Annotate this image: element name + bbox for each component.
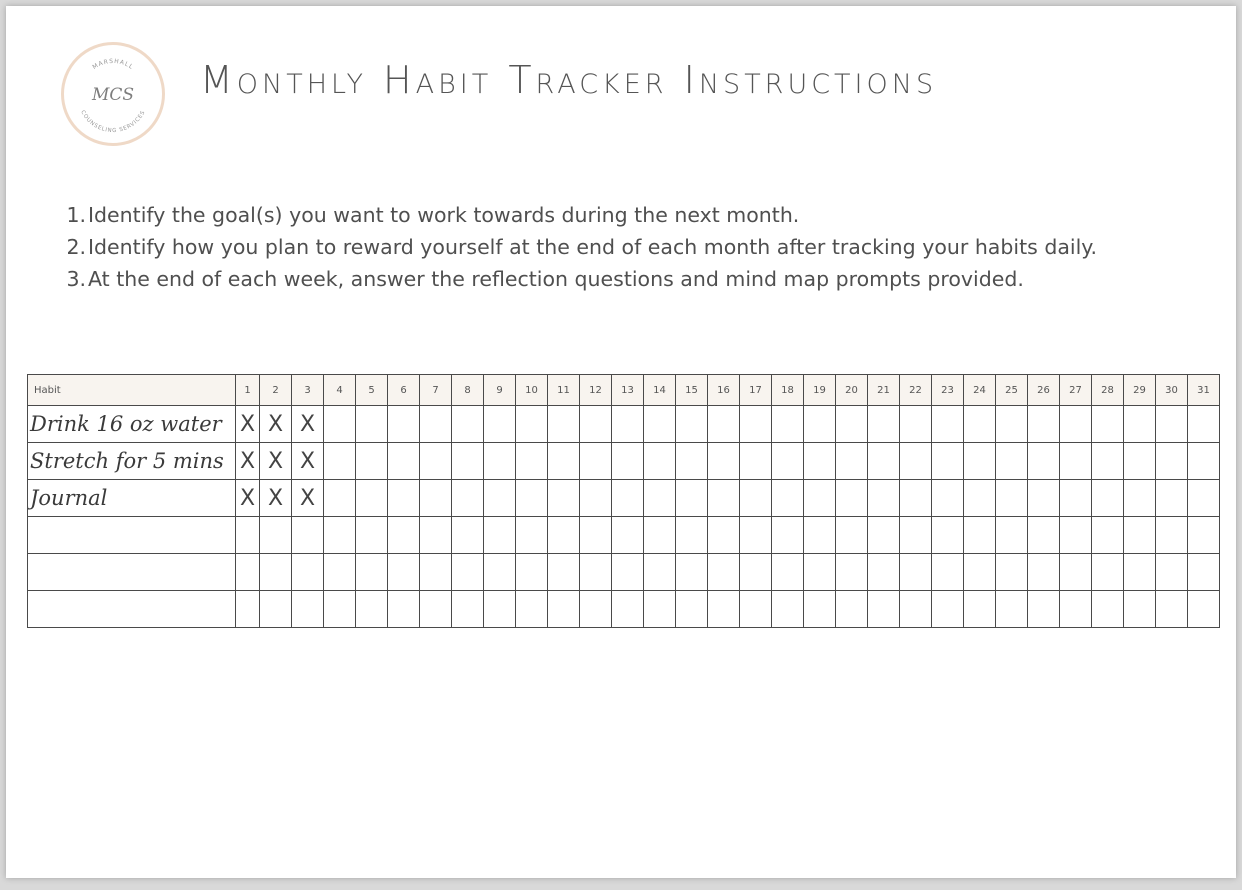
day-check-cell[interactable] (900, 443, 932, 480)
habit-row (28, 591, 1220, 628)
day-column-header: 9 (484, 375, 516, 406)
day-check-cell[interactable] (964, 554, 996, 591)
day-check-cell[interactable] (420, 480, 452, 517)
day-check-cell[interactable] (420, 591, 452, 628)
day-column-header: 15 (676, 375, 708, 406)
habit-row (28, 480, 1220, 517)
day-column-header: 22 (900, 375, 932, 406)
day-check-cell[interactable] (868, 591, 900, 628)
day-check-cell[interactable] (740, 480, 772, 517)
day-check-cell[interactable] (772, 517, 804, 554)
instructions-list (64, 199, 1097, 295)
day-check-cell[interactable] (516, 591, 548, 628)
day-check-cell[interactable] (932, 443, 964, 480)
day-check-cell[interactable]: X (292, 443, 324, 480)
day-check-cell[interactable] (964, 443, 996, 480)
day-check-cell[interactable]: X (292, 480, 324, 517)
day-check-cell[interactable] (388, 554, 420, 591)
day-check-cell[interactable] (1124, 591, 1156, 628)
day-check-cell[interactable] (932, 591, 964, 628)
day-check-cell[interactable] (452, 554, 484, 591)
day-check-cell[interactable] (996, 591, 1028, 628)
habit-name-cell[interactable] (28, 591, 236, 628)
day-check-cell[interactable] (1188, 443, 1220, 480)
day-check-cell[interactable] (772, 443, 804, 480)
day-check-cell[interactable] (676, 554, 708, 591)
day-check-cell[interactable] (516, 517, 548, 554)
day-check-cell[interactable] (484, 517, 516, 554)
day-check-cell[interactable] (868, 480, 900, 517)
instruction-text: Identify how you plan to reward yourself at the end of each month after tracking your habits daily. (88, 235, 1098, 259)
day-check-cell[interactable] (676, 517, 708, 554)
day-check-cell[interactable] (1092, 443, 1124, 480)
day-check-cell[interactable] (964, 591, 996, 628)
day-column-header: 31 (1188, 375, 1220, 406)
habit-row (28, 554, 1220, 591)
day-check-cell[interactable] (1188, 554, 1220, 591)
day-check-cell[interactable] (708, 406, 740, 443)
day-check-cell[interactable] (772, 406, 804, 443)
day-check-cell[interactable] (324, 406, 356, 443)
day-check-cell[interactable] (292, 517, 324, 554)
day-check-cell[interactable] (356, 443, 388, 480)
day-check-cell[interactable] (612, 406, 644, 443)
day-check-cell[interactable] (388, 517, 420, 554)
day-column-header: 14 (644, 375, 676, 406)
day-check-cell[interactable] (612, 480, 644, 517)
day-check-cell[interactable] (548, 517, 580, 554)
day-check-cell[interactable] (1028, 591, 1060, 628)
day-column-header: 10 (516, 375, 548, 406)
day-check-cell[interactable] (260, 591, 292, 628)
day-check-cell[interactable] (580, 480, 612, 517)
day-check-cell[interactable] (772, 554, 804, 591)
logo (61, 42, 165, 146)
day-column-header: 4 (324, 375, 356, 406)
habit-row (28, 406, 1220, 443)
instruction-item (64, 199, 1097, 231)
day-check-cell[interactable]: X (236, 443, 260, 480)
day-check-cell[interactable] (1092, 591, 1124, 628)
day-check-cell[interactable] (836, 443, 868, 480)
day-check-cell[interactable] (1092, 517, 1124, 554)
day-check-cell[interactable] (836, 591, 868, 628)
day-check-cell[interactable] (548, 591, 580, 628)
day-check-cell[interactable] (964, 406, 996, 443)
habit-row (28, 443, 1220, 480)
day-check-cell[interactable] (868, 443, 900, 480)
habit-name-cell[interactable] (28, 554, 236, 591)
day-column-header: 30 (1156, 375, 1188, 406)
day-check-cell[interactable] (996, 554, 1028, 591)
day-check-cell[interactable] (644, 480, 676, 517)
day-column-header: 20 (836, 375, 868, 406)
day-check-cell[interactable] (1156, 406, 1188, 443)
day-check-cell[interactable] (356, 480, 388, 517)
day-check-cell[interactable] (484, 406, 516, 443)
day-check-cell[interactable] (324, 517, 356, 554)
day-column-header: 1 (236, 375, 260, 406)
day-check-cell[interactable] (580, 443, 612, 480)
day-check-cell[interactable] (388, 591, 420, 628)
day-check-cell[interactable] (868, 406, 900, 443)
day-check-cell[interactable] (740, 554, 772, 591)
day-column-header: 12 (580, 375, 612, 406)
day-check-cell[interactable] (932, 480, 964, 517)
habit-row (28, 517, 1220, 554)
day-check-cell[interactable] (260, 517, 292, 554)
day-check-cell[interactable] (804, 554, 836, 591)
day-check-cell[interactable] (356, 554, 388, 591)
day-check-cell[interactable] (804, 591, 836, 628)
day-check-cell[interactable] (484, 591, 516, 628)
habit-name-cell[interactable]: Drink 16 oz water (28, 406, 236, 443)
day-check-cell[interactable] (1092, 406, 1124, 443)
day-check-cell[interactable] (452, 480, 484, 517)
day-column-header: 17 (740, 375, 772, 406)
day-check-cell[interactable] (708, 554, 740, 591)
logo-ring-top-text: MARSHALL (91, 57, 135, 72)
day-check-cell[interactable] (612, 517, 644, 554)
day-check-cell[interactable] (612, 443, 644, 480)
day-column-header: 6 (388, 375, 420, 406)
day-check-cell[interactable] (516, 443, 548, 480)
day-check-cell[interactable] (1060, 443, 1092, 480)
day-check-cell[interactable] (1060, 554, 1092, 591)
day-check-cell[interactable] (388, 443, 420, 480)
day-check-cell[interactable] (516, 480, 548, 517)
day-check-cell[interactable] (804, 406, 836, 443)
day-check-cell[interactable] (708, 591, 740, 628)
day-check-cell[interactable] (548, 554, 580, 591)
day-check-cell[interactable] (740, 591, 772, 628)
logo-monogram: MCS (91, 85, 135, 105)
day-check-cell[interactable] (964, 517, 996, 554)
day-check-cell[interactable] (1188, 517, 1220, 554)
day-column-header: 28 (1092, 375, 1124, 406)
habit-name-cell[interactable]: Journal (28, 480, 236, 517)
logo-ring-bottom-text: COUNSELING SERVICES (79, 109, 147, 135)
instruction-text: At the end of each week, answer the reflection questions and mind map prompts provided. (88, 267, 1024, 291)
day-column-header: 27 (1060, 375, 1092, 406)
day-check-cell[interactable] (708, 443, 740, 480)
instruction-item (64, 231, 1097, 263)
day-check-cell[interactable] (356, 517, 388, 554)
day-check-cell[interactable] (740, 443, 772, 480)
page-title: Monthly Habit Tracker Instructions (200, 58, 938, 102)
day-check-cell[interactable] (804, 480, 836, 517)
day-check-cell[interactable] (388, 406, 420, 443)
day-column-header: 7 (420, 375, 452, 406)
day-column-header: 2 (260, 375, 292, 406)
day-check-cell[interactable] (516, 406, 548, 443)
day-check-cell[interactable] (452, 406, 484, 443)
day-check-cell[interactable] (932, 554, 964, 591)
day-check-cell[interactable] (1156, 480, 1188, 517)
day-check-cell[interactable] (356, 406, 388, 443)
day-check-cell[interactable] (452, 591, 484, 628)
day-column-header: 29 (1124, 375, 1156, 406)
day-check-cell[interactable] (1124, 443, 1156, 480)
day-check-cell[interactable] (1124, 554, 1156, 591)
day-check-cell[interactable] (1028, 554, 1060, 591)
day-check-cell[interactable] (996, 443, 1028, 480)
day-check-cell[interactable] (356, 591, 388, 628)
day-check-cell[interactable] (676, 406, 708, 443)
day-check-cell[interactable] (516, 554, 548, 591)
day-check-cell[interactable] (1092, 480, 1124, 517)
day-check-cell[interactable] (1124, 480, 1156, 517)
day-check-cell[interactable] (1156, 517, 1188, 554)
day-check-cell[interactable] (676, 591, 708, 628)
day-check-cell[interactable] (1060, 517, 1092, 554)
day-check-cell[interactable] (292, 554, 324, 591)
day-check-cell[interactable] (644, 517, 676, 554)
habit-column-header: Habit (28, 375, 236, 406)
day-check-cell[interactable] (644, 443, 676, 480)
day-check-cell[interactable] (900, 480, 932, 517)
habit-tracker-table (27, 374, 1220, 628)
day-check-cell[interactable] (484, 554, 516, 591)
day-check-cell[interactable] (612, 591, 644, 628)
day-check-cell[interactable] (236, 591, 260, 628)
day-check-cell[interactable] (580, 517, 612, 554)
day-check-cell[interactable] (836, 406, 868, 443)
day-check-cell[interactable]: X (292, 406, 324, 443)
day-check-cell[interactable] (324, 554, 356, 591)
day-check-cell[interactable] (236, 554, 260, 591)
day-check-cell[interactable] (1188, 591, 1220, 628)
tracker-header-row (28, 375, 1220, 406)
day-check-cell[interactable] (548, 406, 580, 443)
day-check-cell[interactable] (1156, 443, 1188, 480)
day-column-header: 21 (868, 375, 900, 406)
day-column-header: 25 (996, 375, 1028, 406)
day-check-cell[interactable] (1188, 480, 1220, 517)
day-check-cell[interactable] (1060, 591, 1092, 628)
day-check-cell[interactable] (708, 517, 740, 554)
day-check-cell[interactable] (452, 517, 484, 554)
day-check-cell[interactable] (1028, 517, 1060, 554)
instruction-text: Identify the goal(s) you want to work towards during the next month. (88, 203, 800, 227)
day-check-cell[interactable]: X (236, 480, 260, 517)
day-check-cell[interactable] (708, 480, 740, 517)
svg-text:COUNSELING SERVICES (79, 110, 146, 135)
day-check-cell[interactable] (420, 554, 452, 591)
document-page (6, 6, 1236, 878)
day-check-cell[interactable] (868, 554, 900, 591)
day-check-cell[interactable] (548, 480, 580, 517)
day-column-header: 16 (708, 375, 740, 406)
day-column-header: 26 (1028, 375, 1060, 406)
day-column-header: 5 (356, 375, 388, 406)
day-column-header: 18 (772, 375, 804, 406)
instruction-number: 2. (66, 235, 86, 259)
day-check-cell[interactable] (1156, 591, 1188, 628)
day-check-cell[interactable] (452, 443, 484, 480)
day-check-cell[interactable] (580, 591, 612, 628)
day-check-cell[interactable] (1124, 406, 1156, 443)
day-check-cell[interactable] (740, 406, 772, 443)
day-check-cell[interactable] (772, 591, 804, 628)
day-check-cell[interactable] (868, 517, 900, 554)
day-column-header: 3 (292, 375, 324, 406)
day-check-cell[interactable] (1188, 406, 1220, 443)
day-check-cell[interactable] (260, 554, 292, 591)
day-check-cell[interactable] (996, 517, 1028, 554)
day-column-header: 19 (804, 375, 836, 406)
day-check-cell[interactable] (580, 554, 612, 591)
day-check-cell[interactable] (484, 480, 516, 517)
day-check-cell[interactable]: X (236, 406, 260, 443)
day-check-cell[interactable] (1156, 554, 1188, 591)
day-check-cell[interactable] (324, 591, 356, 628)
logo-emblem (64, 45, 162, 143)
day-check-cell[interactable] (548, 443, 580, 480)
day-check-cell[interactable] (900, 554, 932, 591)
day-check-cell[interactable] (1124, 517, 1156, 554)
day-check-cell[interactable] (676, 480, 708, 517)
day-check-cell[interactable] (420, 406, 452, 443)
day-check-cell[interactable]: X (260, 406, 292, 443)
day-column-header: 8 (452, 375, 484, 406)
day-check-cell[interactable] (292, 591, 324, 628)
day-check-cell[interactable] (804, 517, 836, 554)
day-column-header: 13 (612, 375, 644, 406)
day-check-cell[interactable] (1060, 480, 1092, 517)
instruction-number: 3. (66, 267, 86, 291)
day-check-cell[interactable] (996, 480, 1028, 517)
habit-name-cell[interactable] (28, 517, 236, 554)
day-check-cell[interactable] (236, 517, 260, 554)
day-check-cell[interactable] (420, 443, 452, 480)
day-check-cell[interactable] (580, 406, 612, 443)
day-check-cell[interactable] (644, 406, 676, 443)
day-check-cell[interactable] (1092, 554, 1124, 591)
day-check-cell[interactable] (1028, 406, 1060, 443)
day-check-cell[interactable] (420, 517, 452, 554)
day-check-cell[interactable]: X (260, 443, 292, 480)
day-check-cell[interactable] (932, 406, 964, 443)
day-check-cell[interactable] (836, 480, 868, 517)
day-check-cell[interactable] (1060, 406, 1092, 443)
day-check-cell[interactable] (900, 406, 932, 443)
day-check-cell[interactable] (836, 517, 868, 554)
day-check-cell[interactable] (324, 480, 356, 517)
day-check-cell[interactable] (484, 443, 516, 480)
day-check-cell[interactable] (772, 480, 804, 517)
day-check-cell[interactable] (1028, 480, 1060, 517)
day-check-cell[interactable] (932, 517, 964, 554)
day-check-cell[interactable] (388, 480, 420, 517)
day-check-cell[interactable] (996, 406, 1028, 443)
day-check-cell[interactable] (676, 443, 708, 480)
day-check-cell[interactable] (1028, 443, 1060, 480)
day-check-cell[interactable] (900, 517, 932, 554)
day-check-cell[interactable] (804, 443, 836, 480)
habit-name-cell[interactable]: Stretch for 5 mins (28, 443, 236, 480)
day-check-cell[interactable] (612, 554, 644, 591)
day-column-header: 23 (932, 375, 964, 406)
day-check-cell[interactable] (644, 591, 676, 628)
svg-text:MARSHALL (91, 58, 134, 71)
day-check-cell[interactable] (964, 480, 996, 517)
day-check-cell[interactable]: X (260, 480, 292, 517)
day-check-cell[interactable] (900, 591, 932, 628)
day-column-header: 11 (548, 375, 580, 406)
day-check-cell[interactable] (740, 517, 772, 554)
day-check-cell[interactable] (644, 554, 676, 591)
day-check-cell[interactable] (836, 554, 868, 591)
instruction-number: 1. (66, 203, 86, 227)
day-check-cell[interactable] (324, 443, 356, 480)
day-column-header: 24 (964, 375, 996, 406)
instruction-item (64, 263, 1097, 295)
